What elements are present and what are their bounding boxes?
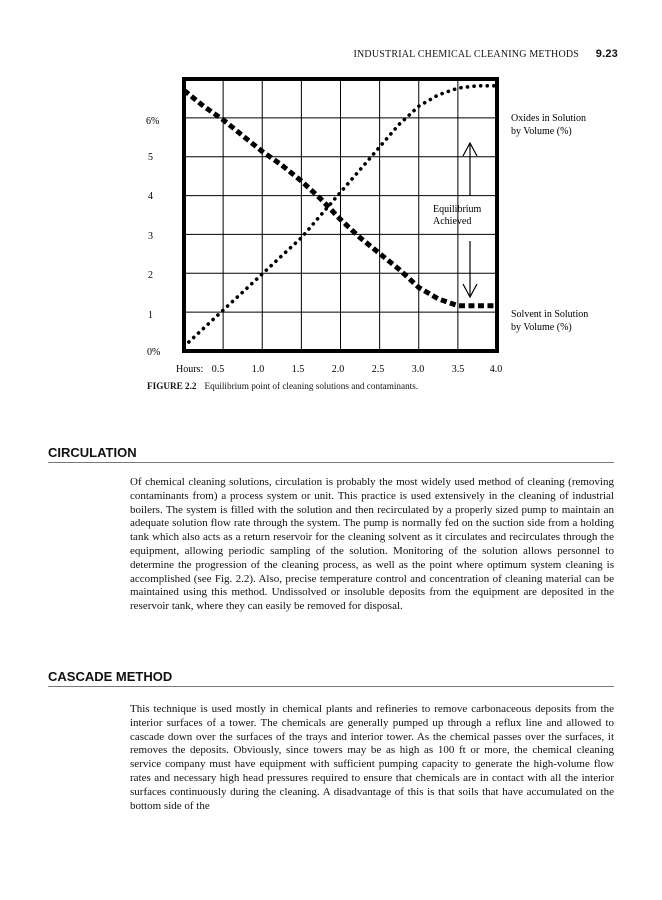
figure-label: FIGURE 2.2 xyxy=(147,381,197,391)
section-heading-cascade: CASCADE METHOD xyxy=(48,669,614,687)
y-tick-label: 1 xyxy=(148,310,153,321)
x-tick-label: 0.5 xyxy=(211,364,225,375)
x-tick-label: 1.0 xyxy=(251,364,265,375)
figure-caption-text: Equilibrium point of cleaning solutions and contaminants. xyxy=(204,381,419,391)
y-tick-label: 5 xyxy=(148,152,153,163)
x-tick-label: 1.5 xyxy=(291,364,305,375)
equilibrium-chart xyxy=(0,0,662,380)
chart-ticks xyxy=(146,116,502,375)
legend-oxides-line1: Oxides in Solution xyxy=(511,113,587,124)
legend-solvent-line2: by Volume (%) xyxy=(511,322,572,333)
y-tick-label: 3 xyxy=(148,231,153,242)
annotation-line2: Achieved xyxy=(433,216,472,227)
section-body-circulation: Of chemical cleaning solutions, circulation is probably the most widely used method of cleaning (removing contaminants from) a process system or unit. This practice is used extensively in the cleaning of industrial boilers. The system is filled with the solution and then recirculated by a properly sized pump to maintain an adequate solution flow rate through the system. The pump is normally fed on the suction side from a holding tank which also acts as a return reservoir for the cleaning solvent as it circulates and recirculates through the equipment, allowing periodic sampling of the solution. Monitoring of the solution allows personnel to determine the progression of the cleaning process, as well as the point where optimum system cleaning is accomplished (see Fig. 2.2). Also, precise temperature control and concentration of cleaning material can be maintained using this method. Undissolved or insoluble deposits from the equipment are deposited in the reservoir tank, where they can easily be removed for disposal. xyxy=(130,476,614,613)
figure-caption xyxy=(147,381,418,391)
page-number: 9.23 xyxy=(595,48,618,60)
x-tick-label: 3.0 xyxy=(411,364,425,375)
section-body-cascade: This technique is used mostly in chemical plants and refineries to remove carbonaceous deposits from the interior surfaces of a tower. The chemicals are generally pumped up through a reflux line and allowed to cascade down over the surfaces of the trays and interior tower. As the chemical passes over the surfaces, it removes the deposits. Obviously, since towers may be as high as 100 ft or more, the chemical cleaning service company must have equipment with sufficient pumping capacity to generate the high-volume flow rates and necessary high head pressures required to ensure that chemicals are in contact with all the interior surfaces continuously during the cleaning. A disadvantage of this is that soils that have accumulated on the bottom side of the xyxy=(130,703,614,812)
y-tick-label: 6% xyxy=(146,116,160,127)
x-tick-label: 2.5 xyxy=(371,364,385,375)
running-title: INDUSTRIAL CHEMICAL CLEANING METHODS xyxy=(353,49,580,60)
chart-grid xyxy=(184,79,497,351)
x-tick-label: 4.0 xyxy=(489,364,503,375)
legend-solvent-line1: Solvent in Solution xyxy=(511,309,589,320)
y-tick-label: 0% xyxy=(147,347,161,358)
y-tick-label: 4 xyxy=(148,191,153,202)
arrow-up-icon xyxy=(463,143,477,196)
annotation-line1: Equilibrium xyxy=(433,204,482,215)
x-tick-label: 3.5 xyxy=(451,364,465,375)
legend-oxides-line2: by Volume (%) xyxy=(511,126,572,137)
y-tick-label: 2 xyxy=(148,270,153,281)
arrow-down-icon xyxy=(463,241,477,297)
x-axis-prefix: Hours: xyxy=(176,364,204,375)
x-tick-label: 2.0 xyxy=(331,364,345,375)
section-heading-circulation: CIRCULATION xyxy=(48,445,614,463)
